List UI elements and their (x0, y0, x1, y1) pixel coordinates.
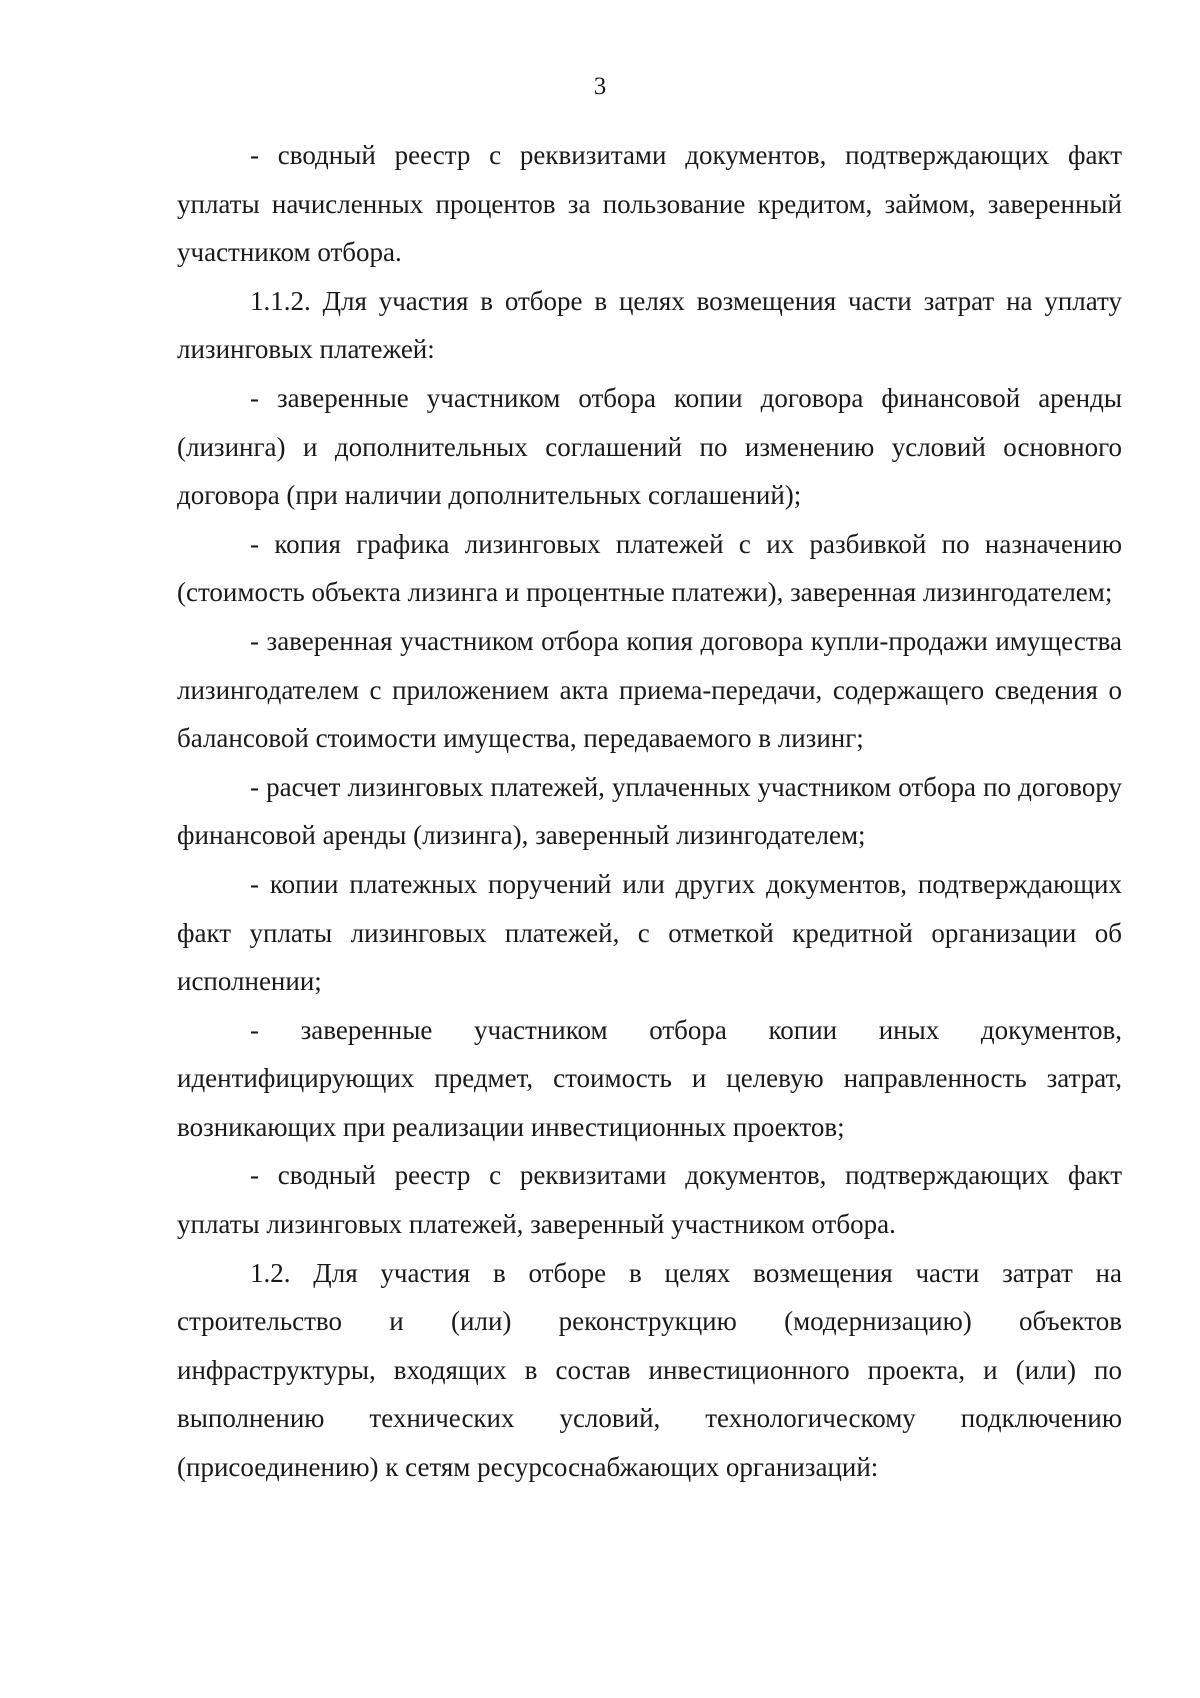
paragraph-other-documents: - заверенные участником отбора копии иных документов, идентифицирующих предмет, стоимость и целевую направленность затрат, возникающих при реализации инвестиционных проектов; (177, 1014, 1122, 1142)
paragraph-summary-registry-leasing: - сводный реестр с реквизитами документов, подтверждающих факт уплаты лизинговых платежей, заверенный участником отбора. (177, 1160, 1122, 1240)
paragraph-clause-1-1-2: 1.1.2. Для участия в отборе в целях возмещения части затрат на уплату лизинговых платежей: (177, 285, 1122, 365)
paragraph-summary-registry-interest: - сводный реестр с реквизитами документов, подтверждающих факт уплаты начисленных процентов за пользование кредитом, займом, заверенный участником отбора. (177, 140, 1122, 268)
paragraph-leasing-contract-copies: - заверенные участником отбора копии договора финансовой аренды (лизинга) и дополнительных соглашений по изменению условий основного договора (при наличии дополнительных соглашений); (177, 382, 1122, 511)
paragraph-clause-1-2: 1.2. Для участия в отборе в целях возмещения части затрат на строительство и (или) реконструкцию (модернизацию) объектов инфраструктуры, входящих в состав инвестиционного проекта, и (или) по выполнению технических условий, технологическому подключению (присоединению) к сетям ресурсоснабжающих организаций: (177, 1257, 1122, 1483)
paragraph-leasing-schedule-copy: - копия графика лизинговых платежей с их разбивкой по назначению (стоимость объекта лизинга и процентные платежи), заверенная лизингодателем; (177, 528, 1122, 608)
paragraph-purchase-contract-copy: - заверенная участником отбора копия договора купли-продажи имущества лизингодателем с приложением акта приема-передачи, содержащего сведения о балансовой стоимости имущества, передаваемого в лизинг; (177, 625, 1122, 754)
paragraph-leasing-calculation: - расчет лизинговых платежей, уплаченных участником отбора по договору финансовой аренды (лизинга), заверенный лизингодателем; (177, 771, 1122, 851)
document-body (177, 131, 1122, 1492)
paragraph-payment-orders: - копии платежных поручений или других документов, подтверждающих факт уплаты лизинговых платежей, с отметкой кредитной организации об исполнении; (177, 868, 1122, 997)
page-number: 3 (593, 73, 607, 100)
